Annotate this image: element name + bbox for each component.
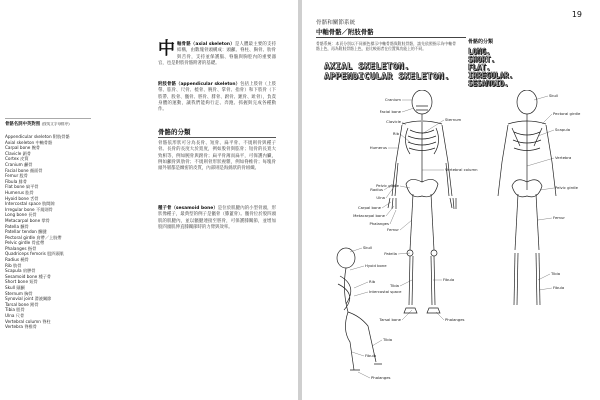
glossary-term: Skull 頭顱 (5, 285, 25, 291)
chapter-title: 骨骼和關節系統 (316, 20, 356, 26)
classification-title: 骨骼的分類 (158, 128, 191, 136)
bone-label: Sternum (445, 117, 462, 122)
appendicular-paragraph-text (158, 82, 276, 113)
axial-paragraph-text (158, 39, 276, 67)
sesamoid-paragraph (158, 206, 276, 231)
bone-label: Intercostal space (369, 289, 402, 294)
appendicular-paragraph (158, 82, 276, 113)
appendicular-skeleton-caption: APPENDICULAR SKELETON. (324, 72, 450, 82)
sesamoid-text: 是位於肌腱內的小型骨頭，形狀像種子，最典型的例子是髕骨（膝蓋骨）。髕骨位於股四頭肌的肌腱內，並以髕腱連接至脛骨，可保護膝關節，並增加股四頭肌伸直膝關節時的力臂與效率。 (158, 206, 276, 230)
bone-label: Carpal bone (357, 205, 381, 210)
glossary-term: Cortex 皮質 (5, 156, 29, 162)
bone-label: Tibia (551, 271, 561, 276)
glossary-term: Phalanges 指骨 (5, 245, 37, 251)
label-leader-line (400, 280, 412, 286)
glossary-term: Tarsal bone 跗骨 (5, 301, 39, 307)
bone-label: Skull (549, 93, 559, 98)
glossary-subtitle: (按英文字母排序) (41, 122, 70, 126)
heading-rule (316, 37, 466, 38)
bone-label: Fibula (443, 277, 455, 282)
glossary-term: Vertebral column 脊柱 (5, 318, 51, 324)
bone-label: Patella (384, 251, 397, 256)
bone-types-words (468, 48, 586, 88)
bone-label: Femur (553, 215, 565, 220)
glossary-title (5, 119, 91, 128)
glossary-term: Long bone 長骨 (5, 212, 37, 218)
glossary-term: Flat bone 扁平骨 (5, 184, 39, 190)
bone-label: Ulna (376, 195, 385, 200)
sesamoid-term: 種子骨（sesamoid bone） (158, 206, 218, 211)
bone-label: Clavicle (386, 119, 401, 124)
label-leader-line (400, 134, 410, 142)
bone-label: Humerus (369, 145, 387, 150)
label-leader-line (390, 210, 396, 224)
label-leader-line (354, 282, 368, 288)
glossary-term: Tibia 脛骨 (5, 307, 25, 313)
bone-label: Fibula (365, 353, 377, 358)
bone-label: Hyoid bone (365, 263, 387, 268)
glossary-box (5, 118, 91, 381)
glossary-term: Sesamoid bone 種子骨 (5, 273, 52, 279)
appendicular-text: 包括上肢骨（上肢帶、肱骨、尺骨、橈骨、腕骨、掌骨、指骨）和下肢骨（下肢帶、股骨、髕骨、脛骨、腓骨、跗骨、蹠骨、趾骨），負責身體的運動，讓我們能夠行走、奔跑、抓握與完成各種動作。 (158, 82, 276, 113)
glossary-term: Clavicle 鎖骨 (5, 150, 32, 156)
label-leader-line (350, 266, 364, 270)
axial-paragraph (158, 39, 276, 67)
bone-label: Vertebral column (445, 167, 478, 172)
glossary-term: Sternum 胸骨 (5, 290, 33, 296)
glossary-term: Appendicular skeleton 附肢骨骼 (5, 134, 70, 139)
label-leader-line (402, 108, 414, 112)
intro-text: 骨骼系統：本頁分別以不同顏色標示中軸骨骼與附肢骨骼，請先依照指示為中軸骨骼上色，再為附肢骨骼上色，並比較兩者在位置與功能上的不同。 (316, 41, 456, 52)
bone-label: Metacarpal bone (353, 213, 385, 218)
glossary-term: Facial bone 顏面骨 (5, 167, 43, 173)
glossary-term: Vertebra 脊椎骨 (5, 324, 37, 330)
skeleton-figure (302, 90, 600, 396)
glossary-term: Radius 橈骨 (5, 257, 29, 263)
glossary-term: Axial skeleton 中軸骨骼 (5, 139, 53, 145)
label-leader-line (400, 186, 410, 188)
bone-label: Cranium (384, 97, 401, 102)
classification-rule (158, 137, 276, 138)
glossary-term: Synovial joint 滑液關節 (5, 296, 52, 302)
bone-label: Rib (392, 131, 399, 136)
glossary-list (5, 134, 91, 330)
label-leader-line (527, 158, 554, 166)
glossary-term: Humerus 肱骨 (5, 189, 34, 195)
label-leader-line (382, 202, 391, 208)
glossary-term: Patella 髕骨 (5, 223, 29, 229)
label-leader-line (398, 253, 410, 254)
glossary-term: Cranium 顱骨 (5, 161, 33, 167)
bone-type-word: LONG. (468, 47, 491, 56)
label-leader-line (539, 288, 552, 290)
label-leader-line (542, 114, 552, 124)
label-leader-line (402, 310, 412, 320)
classification-section (158, 128, 276, 172)
back-labels (527, 93, 581, 290)
bone-type-word: FLAT. (468, 63, 491, 72)
bone-label: Phalanges (445, 317, 465, 322)
glossary-term: Irregular bone 不規則骨 (5, 206, 53, 212)
bone-type-word: SESAMOID. (468, 79, 509, 88)
glossary-term: Rib 肋骨 (5, 262, 22, 268)
label-leader-line (372, 340, 382, 346)
bone-label: Radius (370, 187, 383, 192)
bone-label: Pelvic girdle (376, 183, 399, 188)
sesamoid-section (158, 206, 276, 231)
label-leader-line (400, 220, 412, 230)
label-leader-line (358, 372, 370, 378)
bone-label: Vertebra (555, 155, 572, 160)
glossary-term: Metacarpal bone 掌骨 (5, 217, 50, 223)
glossary-term: Patellar tendon 髕腱 (5, 229, 47, 235)
bone-types-box (468, 38, 586, 88)
glossary-term: Quadriceps femoris 股四頭肌 (5, 251, 64, 257)
side-labels (350, 245, 402, 380)
glossary-term: Intercostal space 肋間隙 (5, 201, 55, 207)
glossary-title-text: 骨骼名詞中英對照 (5, 122, 41, 127)
appendicular-term: 附肢骨骼（appendicular skeleton） (158, 82, 241, 87)
bone-label: Skull (363, 245, 373, 250)
bone-type-word: IRREGULAR. (468, 71, 514, 80)
axial-skeleton-caption: AXIAL SKELETON. (324, 62, 410, 72)
bone-label: Tarsal bone (379, 317, 401, 322)
bone-label: Tibia (383, 337, 393, 342)
classification-text: 骨骼依形狀可分為長骨、短骨、扁平骨、不規則骨與種子骨。長骨的長度大於寬度，例如股骨與肱骨；短骨的長寬大致相等，例如腕骨與跗骨；扁平骨薄而扁平，可保護內臟，例如顱骨與肋骨；不規則骨形狀複雜，例如脊椎骨；每塊骨頭外層都是緻密的皮質，內部則是海綿狀的骨組織。 (158, 141, 276, 172)
left-page (0, 0, 298, 400)
glossary-term: Scapula 肩胛骨 (5, 268, 36, 274)
bone-label: Facial bone (379, 109, 401, 114)
glossary-term: Pectoral girdle 肩帶／上肢帶 (5, 234, 62, 240)
bone-label: Rib (369, 279, 376, 284)
bone-label: Femur (387, 227, 399, 232)
bone-label: Scapula (555, 127, 571, 132)
bone-label: Tibia (389, 283, 399, 288)
bone-type-word: SHORT. (468, 55, 496, 64)
skeleton-illustration (302, 90, 600, 396)
label-leader-line (352, 352, 364, 356)
right-page (302, 0, 600, 400)
label-leader-line (386, 206, 394, 216)
drop-cap: 中 (158, 39, 175, 59)
glossary-term: Ulna 尺骨 (5, 313, 25, 318)
glossary-term: Hyoid bone 舌骨 (5, 195, 39, 201)
page-number: 19 (571, 10, 582, 19)
bone-label: Phalanges (369, 221, 389, 226)
bone-label: Pectoral girdle (553, 111, 581, 116)
label-leader-line (538, 218, 552, 220)
section-heading: 中軸骨骼／附肢骨骼 (316, 28, 374, 36)
axial-term: 軸骨骼（axial skeleton） (177, 42, 235, 47)
bone-label: Phalanges (371, 375, 391, 380)
label-leader-line (354, 292, 368, 296)
bone-types-title: 骨骼的分類 (468, 39, 494, 45)
axial-text: 是人體最主要的支持結構，由數塊骨頭構成：頭顱、脊柱、胸骨、肋骨與舌骨，支持並保護腦、脊髓與胸腔內的重要器官，也是附肢骨骼附著的基礎。 (158, 42, 276, 66)
bone-label: Pelvic girdle (555, 185, 578, 190)
glossary-term: Short bone 短骨 (5, 279, 38, 285)
glossary-term: Carpal bone 腕骨 (5, 145, 41, 151)
glossary-term: Fibula 腓骨 (5, 178, 28, 184)
label-leader-line (540, 188, 554, 190)
glossary-term: Pelvic girdle 骨盆帶 (5, 240, 45, 246)
glossary-term: Femur 股骨 (5, 173, 28, 179)
bone-label: Fibula (553, 285, 565, 290)
skeleton-caption (324, 62, 450, 82)
